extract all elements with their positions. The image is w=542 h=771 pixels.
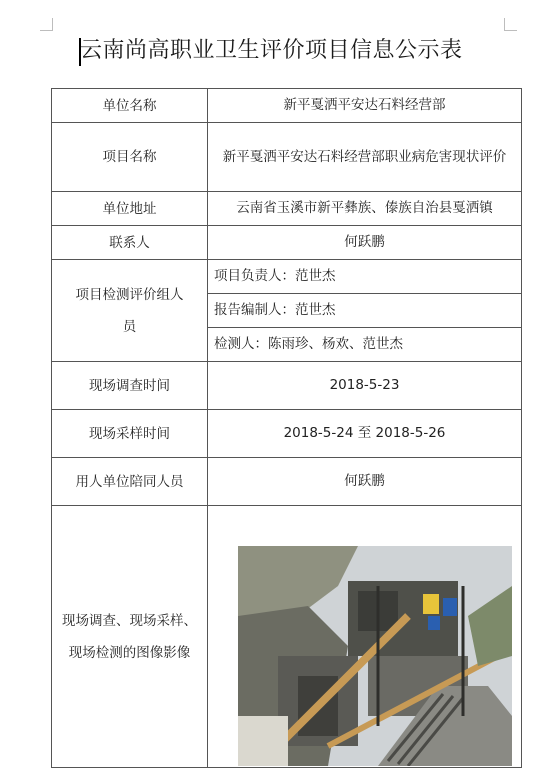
label-accompany: 用人单位陪同人员 [52,458,208,506]
value-images [208,506,522,768]
value-unit-name: 新平戛洒平安达石料经营部 [208,89,522,123]
row-unit-address [52,192,522,226]
crop-mark-right [504,18,517,31]
info-table [51,88,522,768]
photo-cell [208,506,521,766]
value-survey-time: 2018-5-23 [208,362,522,410]
crop-mark-left [40,18,53,31]
label-unit-address: 单位地址 [52,192,208,226]
value-contact: 何跃鹏 [208,226,522,260]
row-images [52,506,522,768]
row-unit-name [52,89,522,123]
label-contact: 联系人 [52,226,208,260]
label-sampling-time: 现场采样时间 [52,410,208,458]
site-photo [238,546,512,766]
label-project-name: 项目名称 [52,123,208,192]
team-member-3: 检测人：陈雨珍、杨欢、范世杰 [208,328,522,362]
value-project-name: 新平戛洒平安达石料经营部职业病危害现状评价 [208,123,522,192]
value-accompany: 何跃鹏 [208,458,522,506]
label-images: 现场调查、现场采样、现场检测的图像影像 [52,506,208,768]
label-team: 项目检测评价组人员 [52,260,208,362]
row-sampling-time [52,410,522,458]
row-contact [52,226,522,260]
row-project-name [52,123,522,192]
row-accompany [52,458,522,506]
row-team-1 [52,260,522,294]
row-survey-time [52,362,522,410]
label-unit-name: 单位名称 [52,89,208,123]
document-title: 云南尚高职业卫生评价项目信息公示表 [80,38,463,63]
team-member-2: 报告编制人：范世杰 [208,294,522,328]
team-member-1: 项目负责人：范世杰 [208,260,522,294]
site-photo-drawing [238,546,512,766]
label-survey-time: 现场调查时间 [52,362,208,410]
value-sampling-time: 2018-5-24 至 2018-5-26 [208,410,522,458]
value-unit-address: 云南省玉溪市新平彝族、傣族自治县戛洒镇 [208,192,522,226]
